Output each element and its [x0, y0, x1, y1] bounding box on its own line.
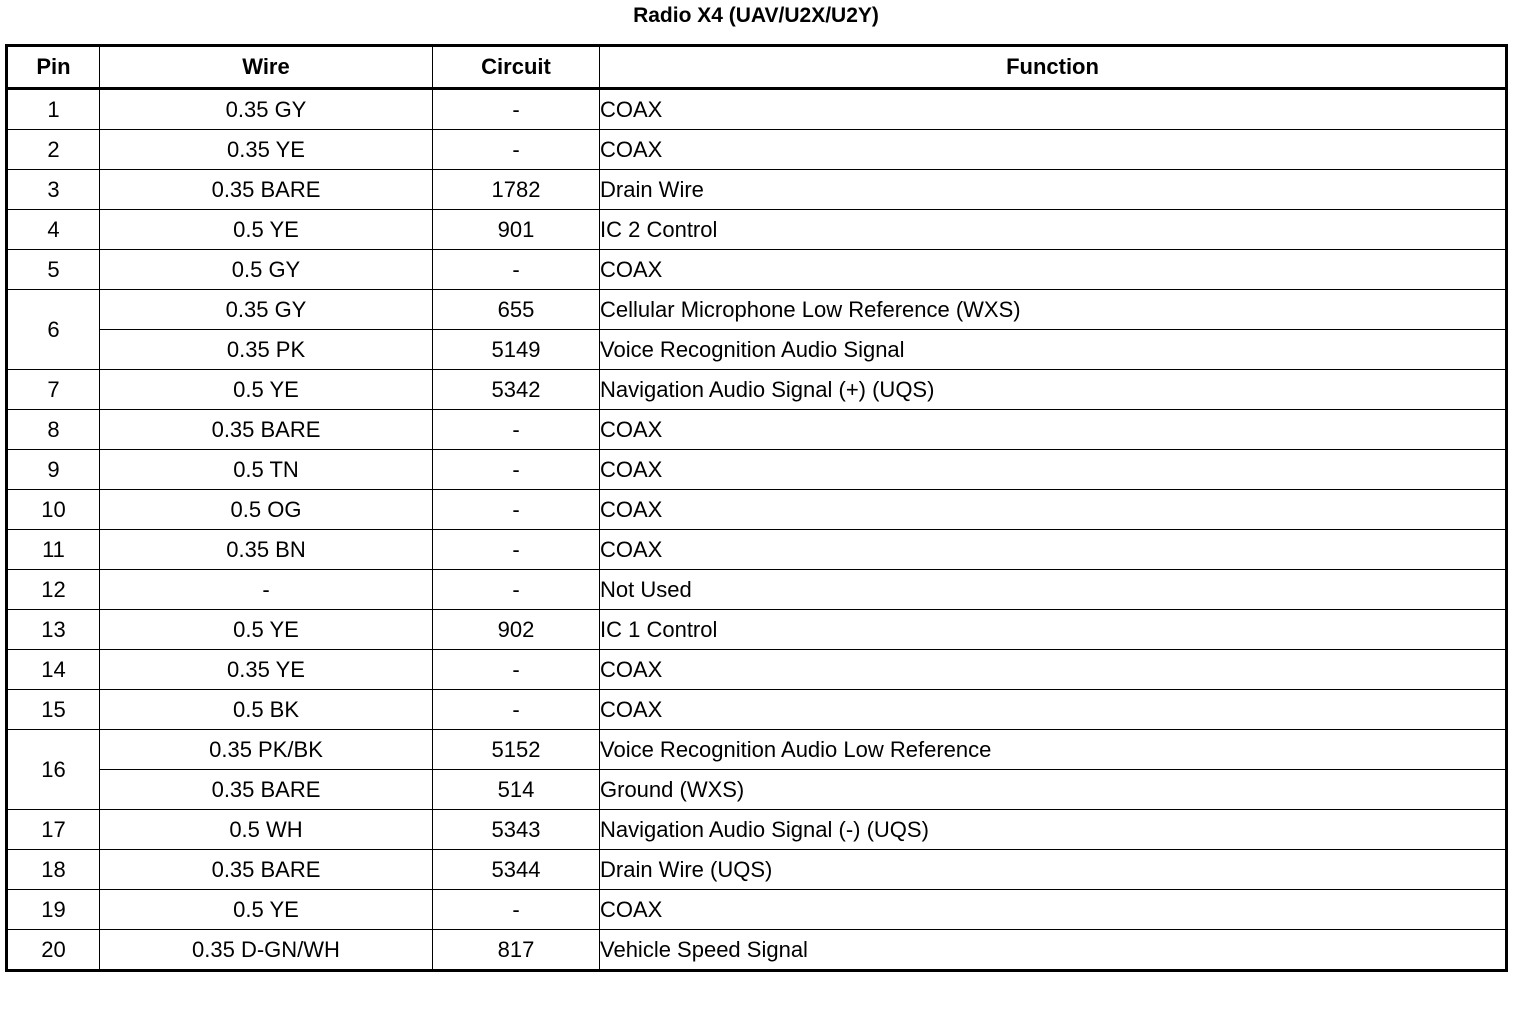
- table-row: [7, 450, 1507, 490]
- function-cell: Navigation Audio Signal (+) (UQS): [600, 370, 1507, 410]
- circuit-cell: 5344: [433, 850, 600, 890]
- pin-cell: 8: [7, 410, 100, 450]
- table-row: [7, 210, 1507, 250]
- wire-cell: 0.5 WH: [100, 810, 433, 850]
- pin-cell: 11: [7, 530, 100, 570]
- circuit-cell: -: [433, 890, 600, 930]
- function-cell: COAX: [600, 250, 1507, 290]
- pin-cell: 1: [7, 89, 100, 130]
- table-body: [7, 89, 1507, 971]
- function-cell: COAX: [600, 690, 1507, 730]
- wire-cell: 0.35 BN: [100, 530, 433, 570]
- pin-cell: 12: [7, 570, 100, 610]
- wire-cell: 0.35 BARE: [100, 170, 433, 210]
- table-row: [7, 130, 1507, 170]
- table-row: [7, 410, 1507, 450]
- pin-cell: 16: [7, 730, 100, 810]
- pin-cell: 10: [7, 490, 100, 530]
- function-cell: Voice Recognition Audio Signal: [600, 330, 1507, 370]
- wire-cell: 0.35 PK/BK: [100, 730, 433, 770]
- pin-cell: 14: [7, 650, 100, 690]
- circuit-cell: -: [433, 250, 600, 290]
- wire-cell: 0.5 BK: [100, 690, 433, 730]
- pin-cell: 18: [7, 850, 100, 890]
- circuit-cell: 5343: [433, 810, 600, 850]
- circuit-cell: -: [433, 570, 600, 610]
- table-row: [7, 650, 1507, 690]
- table-row: [7, 930, 1507, 971]
- circuit-cell: -: [433, 650, 600, 690]
- pin-cell: 9: [7, 450, 100, 490]
- circuit-cell: 655: [433, 290, 600, 330]
- function-cell: COAX: [600, 410, 1507, 450]
- circuit-cell: -: [433, 410, 600, 450]
- function-cell: Not Used: [600, 570, 1507, 610]
- table-row: [7, 490, 1507, 530]
- wire-cell: 0.35 D-GN/WH: [100, 930, 433, 971]
- table-row: [7, 530, 1507, 570]
- function-cell: COAX: [600, 530, 1507, 570]
- pin-cell: 15: [7, 690, 100, 730]
- wire-cell: 0.5 YE: [100, 210, 433, 250]
- table-row: [7, 570, 1507, 610]
- table-row: [7, 330, 1507, 370]
- pin-cell: 17: [7, 810, 100, 850]
- function-cell: COAX: [600, 89, 1507, 130]
- circuit-cell: 902: [433, 610, 600, 650]
- circuit-cell: -: [433, 130, 600, 170]
- circuit-cell: 5342: [433, 370, 600, 410]
- header-circuit: Circuit: [433, 46, 600, 89]
- table-row: [7, 89, 1507, 130]
- wire-cell: 0.35 YE: [100, 650, 433, 690]
- circuit-cell: -: [433, 89, 600, 130]
- pin-cell: 2: [7, 130, 100, 170]
- function-cell: COAX: [600, 490, 1507, 530]
- circuit-cell: 5149: [433, 330, 600, 370]
- wire-cell: 0.35 BARE: [100, 850, 433, 890]
- table-row: [7, 890, 1507, 930]
- wire-cell: 0.35 BARE: [100, 410, 433, 450]
- pin-cell: 20: [7, 930, 100, 971]
- function-cell: IC 1 Control: [600, 610, 1507, 650]
- wire-cell: 0.5 TN: [100, 450, 433, 490]
- function-cell: COAX: [600, 890, 1507, 930]
- pin-cell: 6: [7, 290, 100, 370]
- page-title: Radio X4 (UAV/U2X/U2Y): [633, 4, 879, 27]
- function-cell: IC 2 Control: [600, 210, 1507, 250]
- pin-cell: 13: [7, 610, 100, 650]
- circuit-cell: -: [433, 490, 600, 530]
- circuit-cell: -: [433, 530, 600, 570]
- circuit-cell: -: [433, 690, 600, 730]
- table-header: [7, 46, 1507, 89]
- function-cell: Cellular Microphone Low Reference (WXS): [600, 290, 1507, 330]
- table-row: [7, 370, 1507, 410]
- table-row: [7, 770, 1507, 810]
- wire-cell: 0.35 YE: [100, 130, 433, 170]
- table-row: [7, 610, 1507, 650]
- wire-cell: 0.5 YE: [100, 370, 433, 410]
- function-cell: Voice Recognition Audio Low Reference: [600, 730, 1507, 770]
- wire-cell: 0.5 OG: [100, 490, 433, 530]
- wire-cell: 0.35 GY: [100, 290, 433, 330]
- table-row: [7, 250, 1507, 290]
- table-row: [7, 730, 1507, 770]
- table-row: [7, 290, 1507, 330]
- table-row: [7, 810, 1507, 850]
- wire-cell: 0.5 YE: [100, 610, 433, 650]
- header-wire: Wire: [100, 46, 433, 89]
- wire-cell: 0.35 BARE: [100, 770, 433, 810]
- wire-cell: 0.5 YE: [100, 890, 433, 930]
- circuit-cell: 817: [433, 930, 600, 971]
- wire-cell: 0.5 GY: [100, 250, 433, 290]
- function-cell: COAX: [600, 650, 1507, 690]
- wire-cell: 0.35 GY: [100, 89, 433, 130]
- function-cell: Ground (WXS): [600, 770, 1507, 810]
- function-cell: COAX: [600, 130, 1507, 170]
- wire-cell: -: [100, 570, 433, 610]
- wire-cell: 0.35 PK: [100, 330, 433, 370]
- circuit-cell: 5152: [433, 730, 600, 770]
- header-function: Function: [600, 46, 1507, 89]
- function-cell: Drain Wire: [600, 170, 1507, 210]
- circuit-cell: -: [433, 450, 600, 490]
- pin-cell: 7: [7, 370, 100, 410]
- pin-cell: 4: [7, 210, 100, 250]
- pin-cell: 3: [7, 170, 100, 210]
- function-cell: Navigation Audio Signal (-) (UQS): [600, 810, 1507, 850]
- function-cell: COAX: [600, 450, 1507, 490]
- table-row: [7, 170, 1507, 210]
- header-row: [7, 46, 1507, 89]
- pin-cell: 5: [7, 250, 100, 290]
- function-cell: Drain Wire (UQS): [600, 850, 1507, 890]
- circuit-cell: 901: [433, 210, 600, 250]
- function-cell: Vehicle Speed Signal: [600, 930, 1507, 971]
- connector-pinout-table: [5, 44, 1508, 972]
- circuit-cell: 514: [433, 770, 600, 810]
- header-pin: Pin: [7, 46, 100, 89]
- circuit-cell: 1782: [433, 170, 600, 210]
- table-row: [7, 690, 1507, 730]
- table-row: [7, 850, 1507, 890]
- pin-cell: 19: [7, 890, 100, 930]
